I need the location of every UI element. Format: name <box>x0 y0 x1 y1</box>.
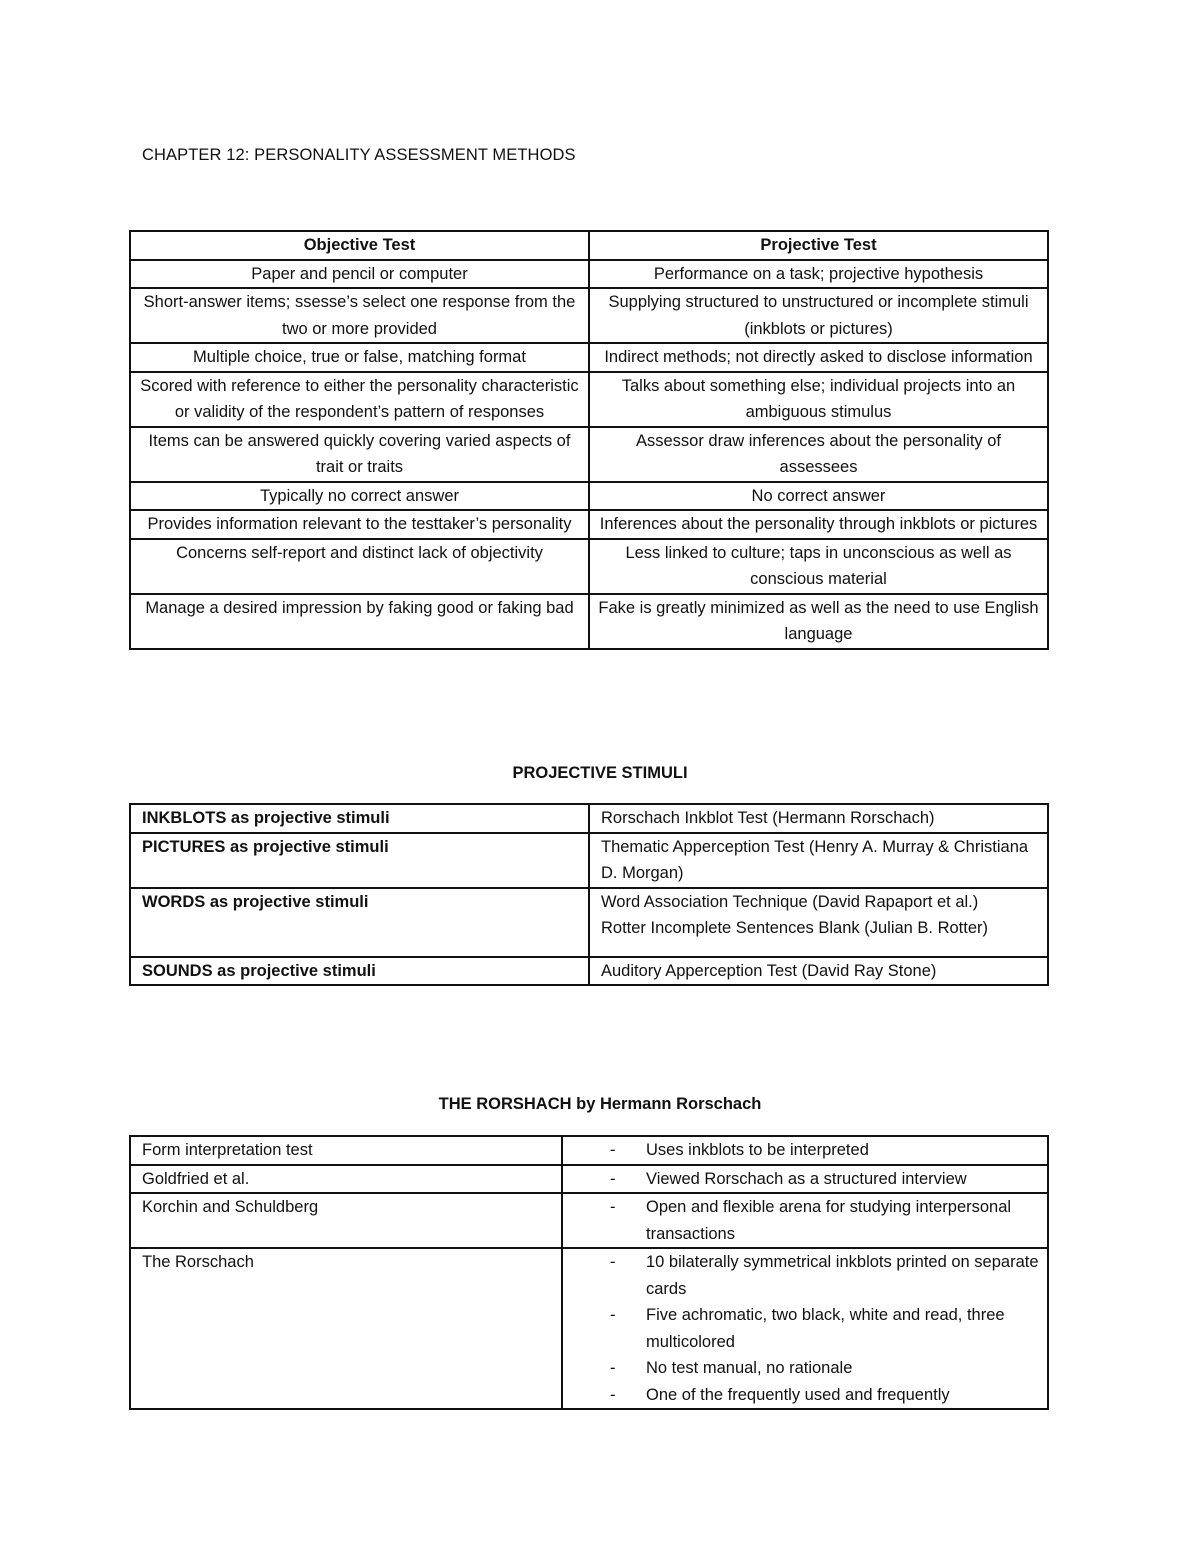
table-row <box>130 1193 1048 1248</box>
bullet-list <box>574 1166 1039 1193</box>
stimulus-cell: WORDS as projective stimuli <box>130 888 589 957</box>
column-header-projective: Projective Test <box>589 231 1048 260</box>
list-item <box>574 1137 1039 1164</box>
dash-bullet: - <box>610 1359 616 1377</box>
points-cell <box>562 1193 1048 1248</box>
test-cell: Auditory Apperception Test (David Ray Stone) <box>589 957 1048 986</box>
bullet-list <box>574 1194 1039 1247</box>
table-cell: Manage a desired impression by faking good or faking bad <box>130 594 589 649</box>
list-item-text: One of the frequently used and frequently <box>646 1385 950 1404</box>
table-row <box>130 288 1048 343</box>
stimulus-cell: INKBLOTS as projective stimuli <box>130 804 589 833</box>
table-row <box>130 1136 1048 1165</box>
label-cell: Goldfried et al. <box>130 1165 562 1194</box>
page-title: CHAPTER 12: PERSONALITY ASSESSMENT METHODS <box>142 146 576 164</box>
dash-bullet: - <box>610 1253 616 1271</box>
list-item-text: 10 bilaterally symmetrical inkblots printed on separate cards <box>646 1253 1039 1298</box>
dash-bullet: - <box>610 1385 616 1404</box>
table-row <box>130 510 1048 539</box>
cell-spacer <box>601 942 1039 956</box>
dash-bullet: - <box>610 1141 616 1159</box>
list-item-text: Uses inkblots to be interpreted <box>646 1141 869 1159</box>
table-row <box>130 804 1048 833</box>
table-cell: No correct answer <box>589 482 1048 511</box>
list-item <box>574 1194 1039 1247</box>
bullet-list <box>574 1249 1039 1408</box>
section-heading-rorschach: THE RORSHACH by Hermann Rorschach <box>438 1095 762 1113</box>
bullet-list <box>574 1137 1039 1164</box>
test-cell <box>589 888 1048 957</box>
table-cell: Fake is greatly minimized as well as the need to use English language <box>589 594 1048 649</box>
list-item-text: No test manual, no rationale <box>646 1359 853 1377</box>
test-line: Rotter Incomplete Sentences Blank (Julian B. Rotter) <box>601 919 989 937</box>
list-item-text: Five achromatic, two black, white and read, three multicolored <box>646 1306 1005 1351</box>
table-cell: Assessor draw inferences about the personality of assessees <box>589 427 1048 482</box>
table-row <box>130 427 1048 482</box>
list-item <box>574 1382 1039 1409</box>
table-cell: Performance on a task; projective hypothesis <box>589 260 1048 289</box>
table-cell: Items can be answered quickly covering varied aspects of trait or traits <box>130 427 589 482</box>
rorschach-table <box>129 1135 1049 1410</box>
table-cell: Paper and pencil or computer <box>130 260 589 289</box>
dash-bullet: - <box>610 1169 616 1188</box>
section-heading-projective-stimuli: PROJECTIVE STIMULI <box>512 764 688 782</box>
table-cell: Concerns self-report and distinct lack of objectivity <box>130 539 589 594</box>
table-cell: Multiple choice, true or false, matching format <box>130 343 589 372</box>
test-cell: Thematic Apperception Test (Henry A. Murray & Christiana D. Morgan) <box>589 833 1048 888</box>
column-header-objective: Objective Test <box>130 231 589 260</box>
table-header-row <box>130 231 1048 260</box>
table-row <box>130 539 1048 594</box>
table-row <box>130 957 1048 986</box>
table-cell: Scored with reference to either the personality characteristic or validity of the respondent’s pattern of responses <box>130 372 589 427</box>
dash-bullet: - <box>610 1306 616 1324</box>
table-cell: Talks about something else; individual projects into an ambiguous stimulus <box>589 372 1048 427</box>
label-cell: Korchin and Schuldberg <box>130 1193 562 1248</box>
table-row <box>130 888 1048 957</box>
table-cell: Inferences about the personality through inkblots or pictures <box>589 510 1048 539</box>
label-cell: Form interpretation test <box>130 1136 562 1165</box>
table-row <box>130 1165 1048 1194</box>
label-cell: The Rorschach <box>130 1248 562 1409</box>
table-row <box>130 833 1048 888</box>
projective-stimuli-table <box>129 803 1049 986</box>
points-cell <box>562 1165 1048 1194</box>
list-item <box>574 1166 1039 1193</box>
list-item <box>574 1249 1039 1302</box>
table-cell: Supplying structured to unstructured or incomplete stimuli (inkblots or pictures) <box>589 288 1048 343</box>
table-cell: Less linked to culture; taps in unconscious as well as conscious material <box>589 539 1048 594</box>
dash-bullet: - <box>610 1198 616 1216</box>
test-line: Word Association Technique (David Rapaport et al.) <box>601 892 979 911</box>
list-item <box>574 1302 1039 1355</box>
table-cell: Indirect methods; not directly asked to disclose information <box>589 343 1048 372</box>
list-item <box>574 1355 1039 1382</box>
table-cell: Short-answer items; ssesse’s select one response from the two or more provided <box>130 288 589 343</box>
table-cell: Provides information relevant to the testtaker’s personality <box>130 510 589 539</box>
table-cell: Typically no correct answer <box>130 482 589 511</box>
table-row <box>130 482 1048 511</box>
stimulus-cell: PICTURES as projective stimuli <box>130 833 589 888</box>
table-row <box>130 372 1048 427</box>
table-row <box>130 260 1048 289</box>
table-row <box>130 1248 1048 1409</box>
points-cell <box>562 1248 1048 1409</box>
table-row <box>130 343 1048 372</box>
list-item-text: Viewed Rorschach as a structured interview <box>646 1169 967 1188</box>
table-row <box>130 594 1048 649</box>
comparison-table <box>129 230 1049 650</box>
stimulus-cell: SOUNDS as projective stimuli <box>130 957 589 986</box>
points-cell <box>562 1136 1048 1165</box>
list-item-text: Open and flexible arena for studying interpersonal transactions <box>646 1198 1012 1243</box>
test-cell: Rorschach Inkblot Test (Hermann Rorschach) <box>589 804 1048 833</box>
